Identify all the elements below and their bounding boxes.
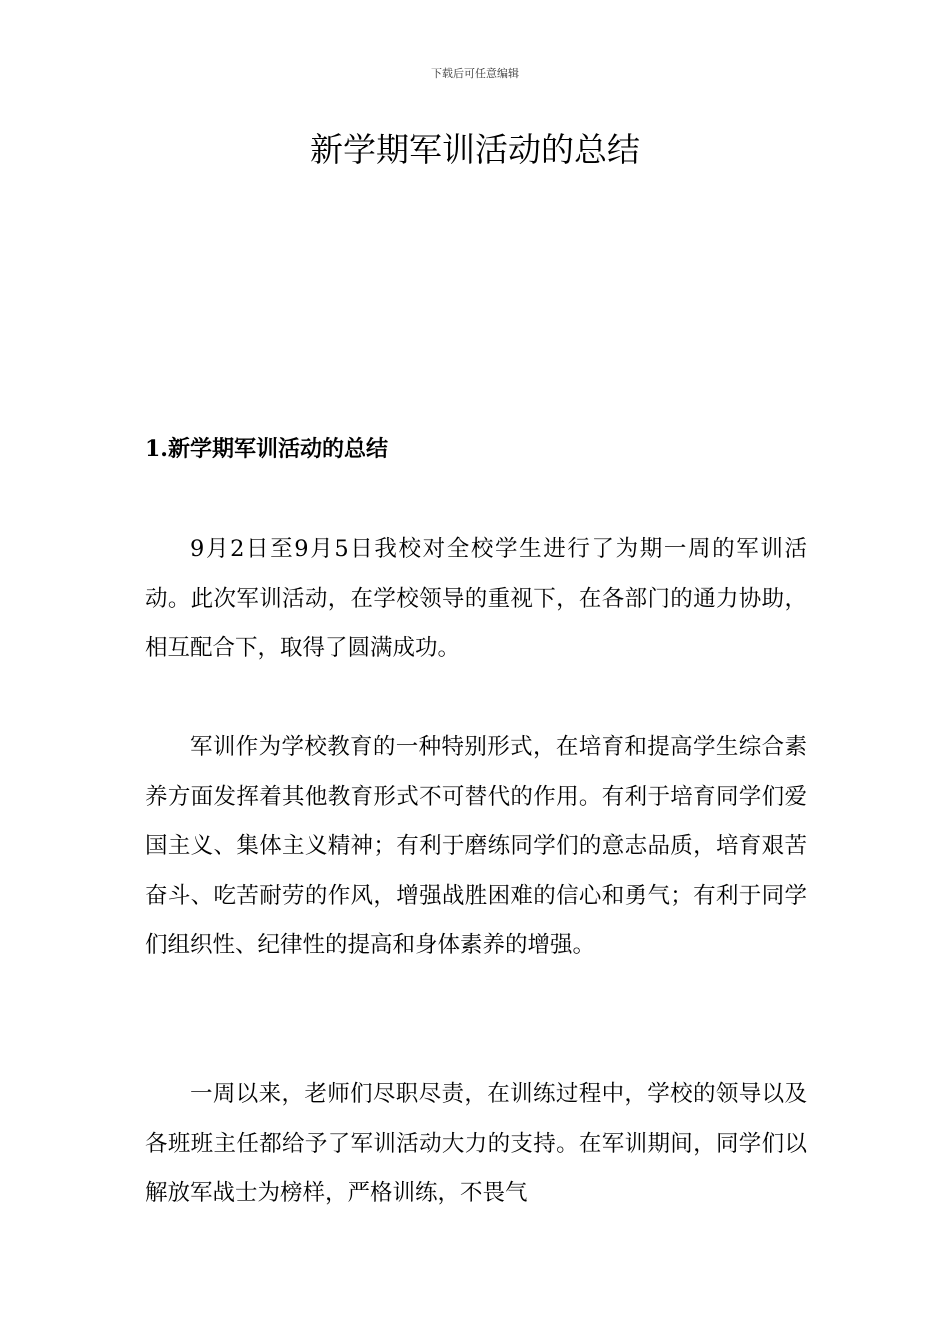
header-note: 下载后可任意编辑	[431, 67, 519, 80]
section-heading: 1.新学期军训活动的总结	[145, 436, 388, 462]
paragraph-2: 军训作为学校教育的一种特别形式，在培育和提高学生综合素养方面发挥着其他教育形式不可替代的作用。有利于培育同学们爱国主义、集体主义精神；有利于磨练同学们的意志品质，培育艰苦奋斗、吃苦耐劳的作风，增强战胜困难的信心和勇气；有利于同学们组织性、纪律性的提高和身体素养的增强。	[145, 734, 807, 958]
document-title: 新学期军训活动的总结	[310, 130, 640, 169]
paragraph-1: 9月2日至9月5日我校对全校学生进行了为期一周的军训活动。此次军训活动，在学校领导的重视下，在各部门的通力协助，相互配合下，取得了圆满成功。	[145, 536, 807, 661]
paragraph-3: 一周以来，老师们尽职尽责，在训练过程中，学校的领导以及各班班主任都给予了军训活动大力的支持。在军训期间，同学们以解放军战士为榜样，严格训练，不畏气	[145, 1081, 807, 1206]
